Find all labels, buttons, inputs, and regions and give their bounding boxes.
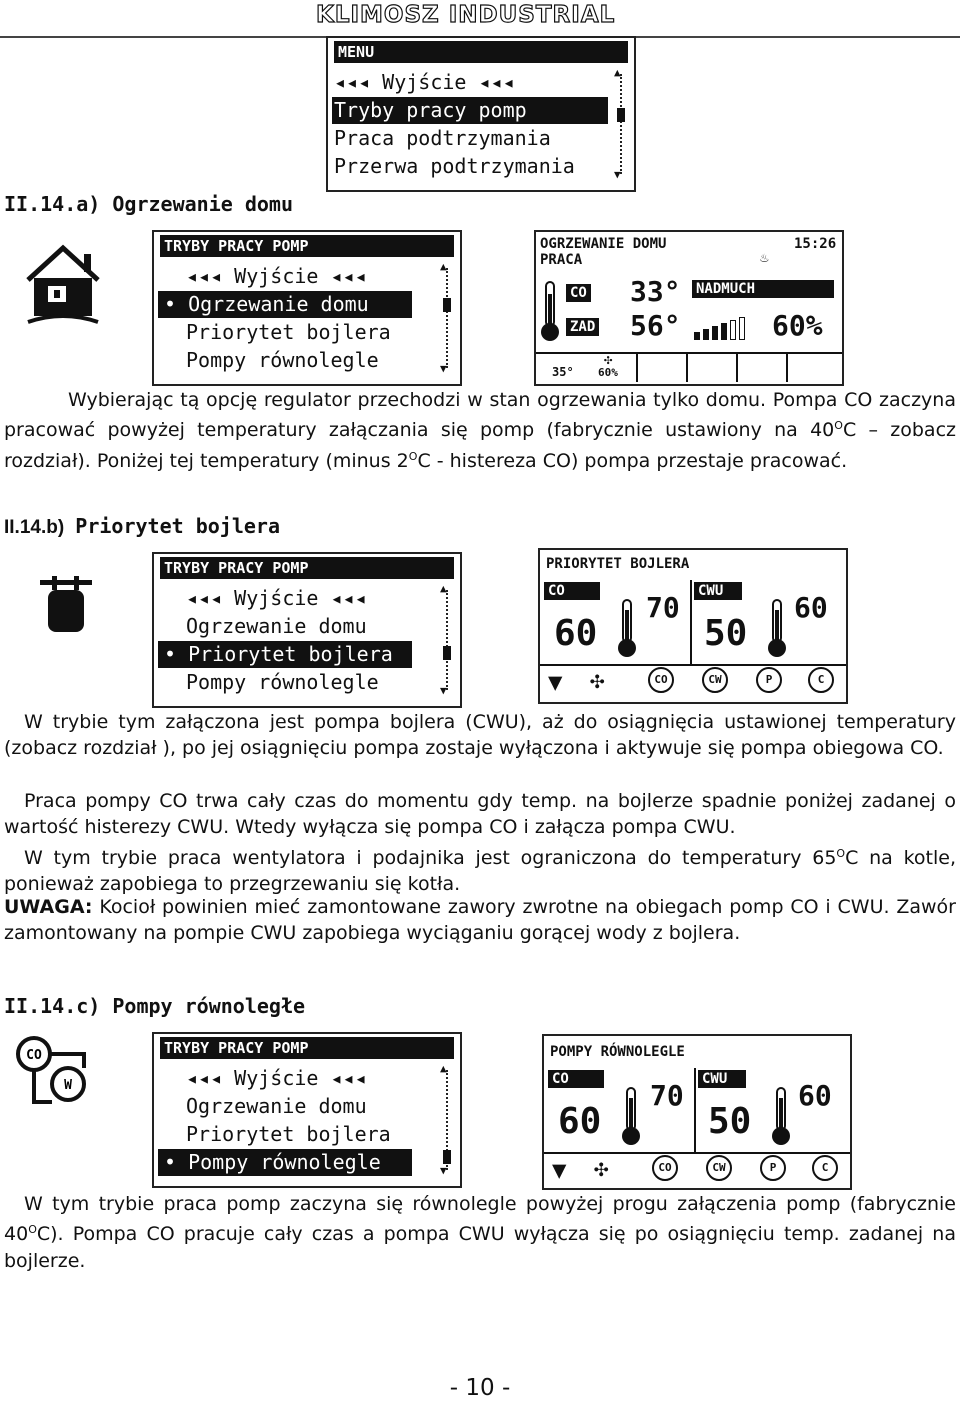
- menu-item-pump-modes[interactable]: Tryby pracy pomp: [332, 97, 608, 124]
- status-mode-line2: PRACA: [540, 252, 583, 268]
- section-a-status-screen: [534, 230, 844, 386]
- nadmuch-value: 60%: [772, 309, 823, 342]
- section-a-heading: II.14.a) Ogrzewanie domu: [4, 192, 293, 216]
- feeder-icon: ▼: [548, 668, 563, 696]
- svg-text:CO: CO: [26, 1048, 42, 1063]
- status-column-divider: [694, 1068, 696, 1152]
- status-mode-line1: OGRZEWANIE DOMU: [540, 236, 667, 252]
- section-b-text-3b: C na kotle, ponieważ zapobiega to przegrzewaniu się kotła.: [4, 847, 956, 896]
- thermometer-icon: [766, 598, 788, 660]
- menu-item-home-heating[interactable]: Ogrzewanie domu: [186, 614, 367, 638]
- zad-label: ZAD: [566, 318, 599, 336]
- menu-item-exit[interactable]: ◂◂◂ Wyjście ◂◂◂: [186, 1066, 367, 1090]
- section-b-title: Priorytet bojlera: [75, 514, 280, 538]
- status-time: 15:26: [794, 236, 837, 252]
- menu-scrollbar[interactable]: ▲ ▼: [440, 262, 454, 374]
- feeder-icon: ▼: [552, 1156, 567, 1184]
- co-temp-value: 60: [558, 1101, 602, 1142]
- section-a-menu-title: TRYBY PRACY POMP: [160, 235, 454, 257]
- section-c-heading: II.14.c) Pompy równoległe: [4, 994, 306, 1018]
- section-b-number: II.14.b): [4, 517, 65, 538]
- superscript: O: [836, 847, 846, 860]
- pump-c-icon: C: [808, 667, 834, 693]
- thermometer-icon: [540, 280, 560, 344]
- superscript: O: [834, 419, 843, 433]
- menu-item-boiler-priority[interactable]: Priorytet bojlera: [186, 320, 391, 344]
- section-a-paragraph: [4, 387, 956, 474]
- co-label: CO: [548, 1070, 604, 1088]
- section-b-paragraph-4: [4, 894, 956, 947]
- thermometer-icon: [616, 598, 638, 660]
- section-c-paragraph: [4, 1191, 956, 1274]
- menu-item-boiler-priority[interactable]: Priorytet bojlera: [186, 1122, 391, 1146]
- parallel-pumps-icon: [12, 1032, 92, 1108]
- section-c-text-1: W tym trybie praca pomp zaczyna się równolegle powyżej progu załączenia pomp (fabrycznie 40: [4, 1193, 956, 1246]
- co-label: CO: [544, 582, 600, 600]
- menu-item-exit[interactable]: ◂◂◂ Wyjście ◂◂◂: [186, 264, 367, 288]
- cwu-label: CWU: [694, 582, 742, 600]
- pump-co-icon: CO: [652, 1155, 678, 1181]
- menu-scrollbar[interactable]: ▲ ▼: [614, 68, 628, 180]
- thermometer-icon: [620, 1086, 642, 1148]
- menu-item-exit[interactable]: ◂◂◂ Wyjście ◂◂◂: [186, 586, 367, 610]
- superscript: O: [408, 449, 418, 463]
- menu-item-maintenance-break[interactable]: Przerwa podtrzymania: [334, 154, 575, 178]
- menu-item-boiler-priority[interactable]: • Priorytet bojlera: [158, 641, 412, 668]
- co-temp-value: 60: [554, 613, 598, 654]
- fan-icon: ✣: [594, 1154, 609, 1182]
- section-b-paragraph-3: [4, 841, 956, 898]
- house-icon: [24, 244, 102, 326]
- menu-item-parallel-pumps[interactable]: • Pompy równolegle: [158, 1149, 412, 1176]
- boiler-icon: [38, 576, 94, 636]
- status-title: POMPY RÓWNOLEGLE: [550, 1044, 685, 1060]
- status-bottom-temp: 35°: [552, 365, 574, 379]
- flame-icon: ♨: [760, 250, 769, 266]
- section-b-paragraph-2: Praca pompy CO trwa cały czas do momentu gdy temp. na bojlerze spadnie poniżej zadanej o wartość histerezy CWU. Wtedy wyłącza się pompa CO i załącza pompa CWU.: [4, 790, 956, 839]
- section-b-text-4: Kocioł powinien mieć zamontowane zawory zwrotne na obiegach pomp CO i CWU. Zawór zamontowany na pompie CWU zapobiega wyciąganiu gorącej wody z bojlera.: [4, 896, 956, 945]
- menu-item-exit[interactable]: ◂◂◂ Wyjście ◂◂◂: [334, 70, 515, 94]
- section-b-text-3a: W tym trybie praca wentylatora i podajnika jest ograniczona do temperatury 65: [24, 847, 837, 869]
- menu-scrollbar[interactable]: ▲ ▼: [440, 584, 454, 696]
- zad-temp-value: 56°: [630, 309, 681, 342]
- section-a-menu-screen: [152, 230, 462, 386]
- status-title: PRIORYTET BOJLERA: [546, 556, 690, 572]
- cwu-temp-value: 50: [708, 1101, 752, 1142]
- section-b-status-screen: [538, 548, 848, 704]
- section-c-menu-screen: [152, 1032, 462, 1188]
- section-c-menu-title: TRYBY PRACY POMP: [160, 1037, 454, 1059]
- pump-p-icon: P: [760, 1155, 786, 1181]
- menu-item-maintenance[interactable]: Praca podtrzymania: [334, 126, 551, 150]
- menu-item-parallel-pumps[interactable]: Pompy równolegle: [186, 670, 379, 694]
- page-number: - 10 -: [449, 1375, 511, 1401]
- section-c-status-screen: [542, 1034, 852, 1190]
- co-set-value: 70: [646, 591, 680, 624]
- pump-co-icon: CO: [648, 667, 674, 693]
- pump-cwu-icon: CW: [702, 667, 728, 693]
- section-b-heading: [4, 514, 280, 539]
- warning-label: UWAGA:: [4, 896, 93, 918]
- section-c-text-2: C). Pompa CO pracuje cały czas a pompa CWU wyłącza się po osiągnięciu temp. zadanej na bojlerze.: [4, 1223, 956, 1272]
- co-label: CO: [566, 284, 591, 302]
- superscript: O: [28, 1223, 37, 1237]
- cwu-label: CWU: [698, 1070, 746, 1088]
- menu-item-home-heating[interactable]: Ogrzewanie domu: [186, 1094, 367, 1118]
- section-b-menu-title: TRYBY PRACY POMP: [160, 557, 454, 579]
- cwu-set-value: 60: [794, 591, 828, 624]
- thermometer-icon: [770, 1086, 792, 1148]
- section-a-text-1: Wybierając tą opcję regulator przechodzi w stan ogrzewania tylko domu. Pompa CO zaczyna pracować powyżej temperatury załączania się pomp (fabrycznie ustawiony na 40: [4, 389, 956, 442]
- pump-p-icon: P: [756, 667, 782, 693]
- fan-icon: ✣: [590, 666, 605, 694]
- menu-screen-title: MENU: [334, 41, 628, 63]
- section-a-text-2: C – zobacz rozdział). Poniżej tej temperatury (minus 2: [4, 419, 956, 472]
- fan-icon: ✣: [604, 352, 613, 368]
- status-divider: [544, 1152, 850, 1154]
- menu-item-home-heating[interactable]: • Ogrzewanie domu: [158, 291, 412, 318]
- section-a-text-3: C - histereza CO) pompa przestaje pracować.: [417, 449, 848, 472]
- status-divider: [540, 664, 846, 666]
- status-bottom-fan: 60%: [598, 366, 618, 379]
- nadmuch-label: NADMUCH: [692, 280, 834, 298]
- status-column-divider: [690, 580, 692, 664]
- brand-title: KLIMOSZ INDUSTRIAL: [316, 2, 616, 28]
- menu-screen: [326, 36, 636, 192]
- cwu-set-value: 60: [798, 1079, 832, 1112]
- status-bottom-cells: [636, 354, 842, 382]
- section-b-paragraph-1: W trybie tym załączona jest pompa bojlera (CWU), aż do osiągnięcia ustawionej temperatury (zobacz rozdział ), po jej osiągnięciu pompa zostaje wyłączona i aktywuje się pompa obiegowa CO.: [4, 711, 956, 760]
- co-temp-value: 33°: [630, 275, 681, 308]
- cwu-temp-value: 50: [704, 613, 748, 654]
- svg-text:W: W: [64, 1078, 72, 1093]
- fan-power-bars: [694, 316, 754, 340]
- page-header: [0, 0, 960, 38]
- section-b-menu-screen: [152, 552, 462, 708]
- pump-c-icon: C: [812, 1155, 838, 1181]
- pump-cwu-icon: CW: [706, 1155, 732, 1181]
- menu-item-parallel-pumps[interactable]: Pompy równolegle: [186, 348, 379, 372]
- co-set-value: 70: [650, 1079, 684, 1112]
- menu-scrollbar[interactable]: ▲ ▼: [440, 1064, 454, 1176]
